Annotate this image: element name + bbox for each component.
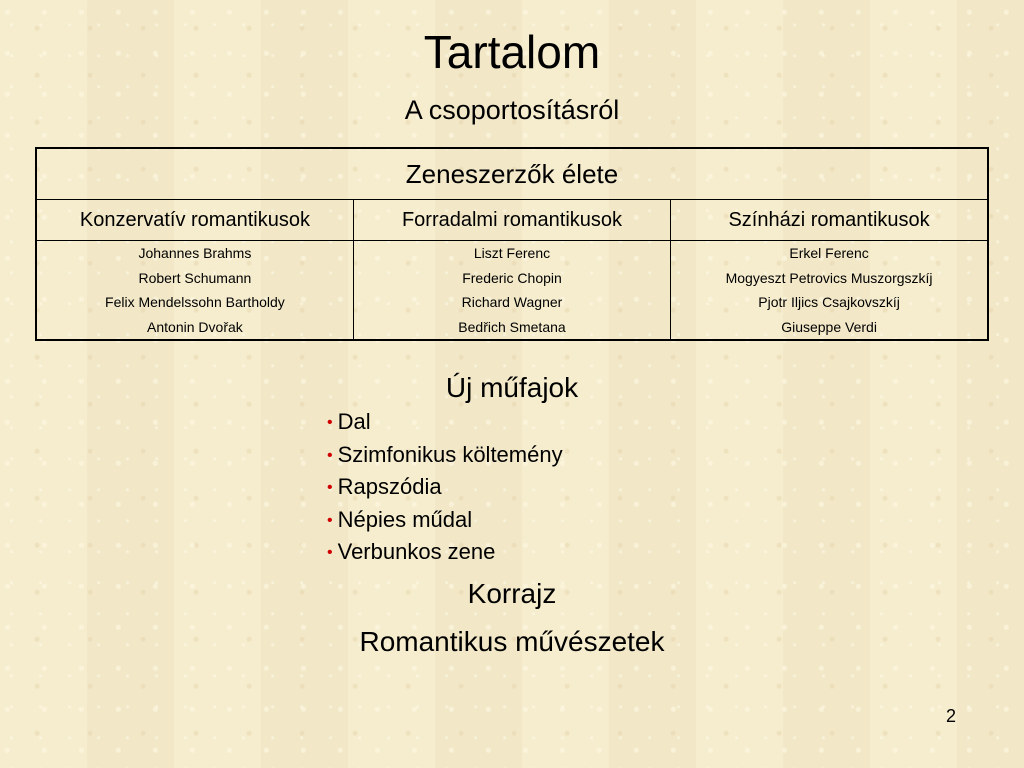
composer-name: Bedřich Smetana bbox=[458, 318, 566, 335]
bullet-icon: • bbox=[327, 414, 333, 431]
composer-name: Felix Mendelssohn Bartholdy bbox=[105, 294, 285, 310]
genre-label: Rapszódia bbox=[337, 474, 442, 499]
list-item bbox=[327, 504, 563, 537]
column-header-conservative: Konzervatív romantikusok bbox=[36, 200, 353, 241]
composer-name: Liszt Ferenc bbox=[473, 245, 551, 261]
korrajz-heading: Korrajz bbox=[467, 578, 557, 609]
genre-label: Dal bbox=[337, 409, 371, 434]
revolutionary-composers-cell bbox=[353, 241, 670, 341]
composer-name: Erkel Ferenc bbox=[789, 245, 869, 261]
bullet-icon: • bbox=[327, 446, 333, 464]
page-number: 2 bbox=[946, 706, 957, 726]
theatre-composers-cell bbox=[671, 241, 988, 341]
composer-name: Johannes Brahms bbox=[138, 245, 252, 261]
column-header-theatre: Színházi romantikusok bbox=[671, 200, 988, 241]
composer-name: Robert Schumann bbox=[138, 269, 252, 286]
table-title: Zeneszerzők élete bbox=[36, 148, 988, 200]
composers-table bbox=[35, 147, 989, 341]
conservative-composers-cell bbox=[36, 241, 353, 341]
bullet-icon: • bbox=[327, 544, 333, 561]
genres-heading: Új műfajok bbox=[445, 372, 579, 403]
composer-name: Richard Wagner bbox=[461, 294, 563, 310]
composer-name: Pjotr Iljics Csajkovszkíj bbox=[758, 294, 900, 310]
slide-title: Tartalom bbox=[423, 26, 601, 78]
composer-name: Mogyeszt Petrovics Muszorgszkíj bbox=[725, 269, 933, 286]
list-item bbox=[327, 536, 563, 569]
genre-label: Szimfonikus költemény bbox=[337, 441, 563, 467]
genres-list bbox=[327, 406, 563, 569]
list-item bbox=[327, 439, 563, 472]
genre-label: Verbunkos zene bbox=[337, 539, 496, 564]
composer-name: Antonin Dvořak bbox=[147, 318, 243, 335]
list-item bbox=[327, 471, 563, 504]
bullet-icon: • bbox=[327, 479, 333, 496]
genre-label: Népies műdal bbox=[337, 506, 473, 532]
bullet-icon: • bbox=[327, 511, 333, 529]
arts-heading: Romantikus művészetek bbox=[359, 626, 665, 657]
composer-name: Frederic Chopin bbox=[462, 269, 562, 286]
column-header-revolutionary: Forradalmi romantikusok bbox=[353, 200, 670, 241]
composer-name: Giuseppe Verdi bbox=[781, 318, 877, 335]
slide-subtitle: A csoportosításról bbox=[404, 95, 620, 125]
list-item bbox=[327, 406, 563, 439]
